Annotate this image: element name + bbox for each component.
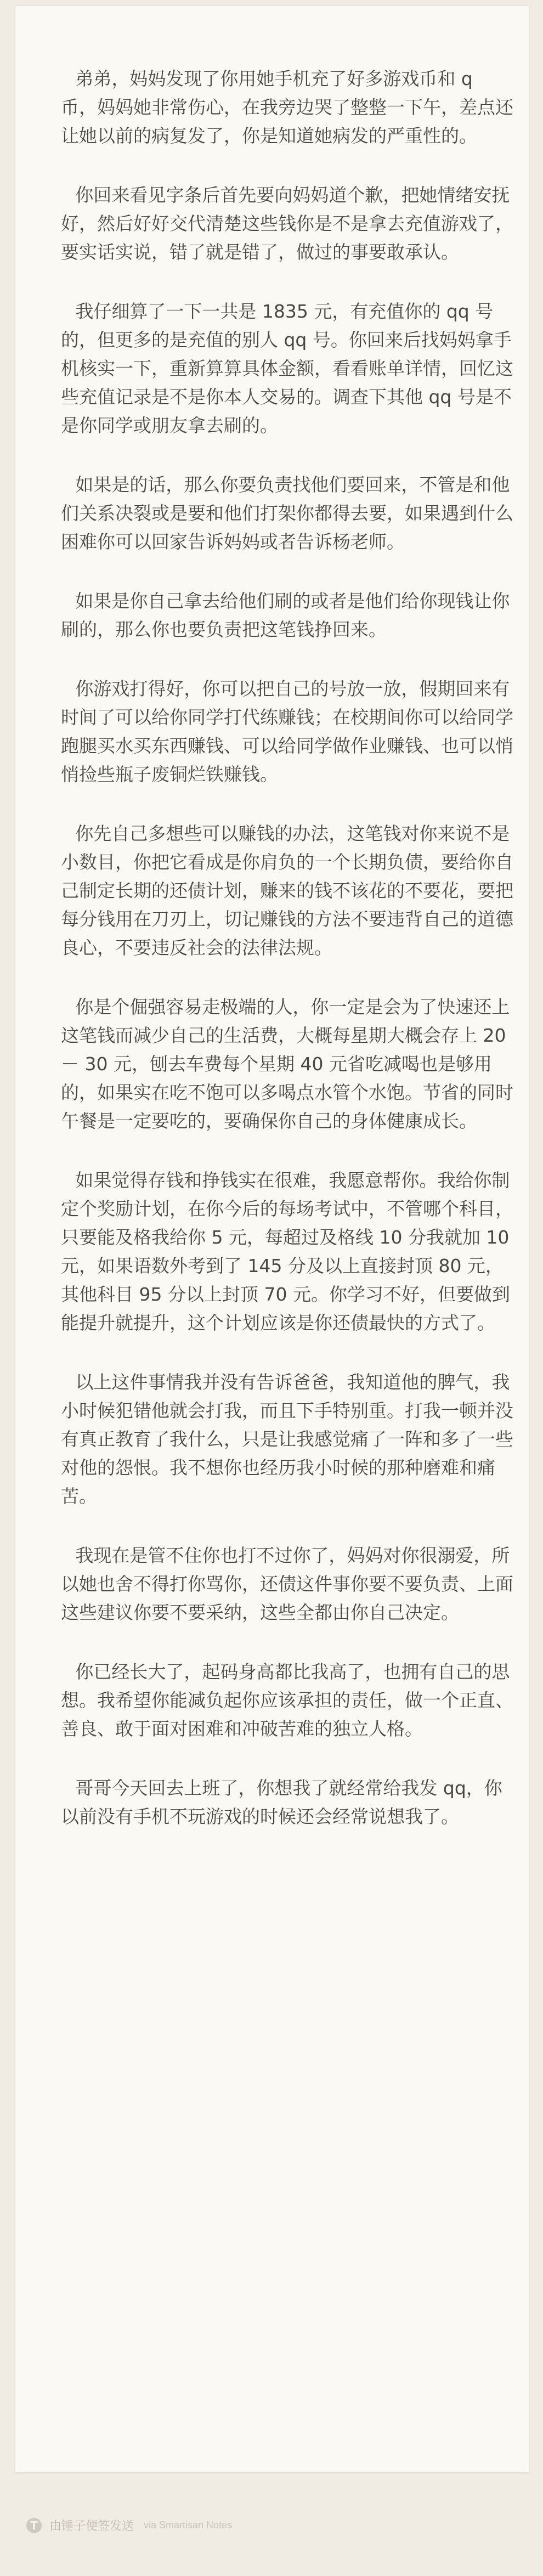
- note-paper: [15, 5, 529, 2473]
- smartisan-hammer-icon: T: [26, 2518, 42, 2533]
- paragraph-13: 哥哥今天回去上班了，你想我了就经常给我发 qq，你以前没有手机不玩游戏的时候还会经常说想我了。: [61, 1777, 502, 1827]
- paragraph-8: 你是个倔强容易走极端的人，你一定是会为了快速还上这笔钱而减少自己的生活费，大概每星期大概会存上 20 － 30 元，刨去车费每个星期 40 元省吃减喝也是够用的，如果实在吃不饱可以多喝点水管个水饱。节省的同时午餐是一定要吃的，要确保你自己的身体健康成长。: [61, 996, 513, 1132]
- note-footer: [26, 2517, 232, 2534]
- paragraph-1: 弟弟，妈妈发现了你用她手机充了好多游戏币和 q 币，妈妈她非常伤心，在我旁边哭了整整一下午，差点还让她以前的病复发了，你是知道她病发的严重性的。: [61, 68, 513, 146]
- paragraph-6: 你游戏打得好，你可以把自己的号放一放，假期回来有时间了可以给你同学打代练赚钱；在校期间你可以给同学跑腿买水买东西赚钱、可以给同学做作业赚钱、也可以悄悄捡些瓶子废铜烂铁赚钱。: [61, 678, 513, 785]
- paragraph-2: 你回来看见字条后首先要向妈妈道个歉，把她情绪安抚好，然后好好交代清楚这些钱你是不是拿去充值游戏了，要实话实说，错了就是错了，做过的事要敢承认。: [61, 184, 513, 263]
- paragraph-5: 如果是你自己拿去给他们刷的或者是他们给你现钱让你刷的，那么你也要负责把这笔钱挣回来。: [61, 590, 510, 640]
- paragraph-9: 如果觉得存钱和挣钱实在很难，我愿意帮你。我给你制定个奖励计划，在你今后的每场考试中，不管哪个科目，只要能及格我给你 5 元，每超过及格线 10 分我就加 10 元，如果语数外考到了 145 分及以上直接封顶 80 元，其他科目 95 分以上封顶 70 元。你学习不好，但要做到能提升就提升，这个计划应该是你还债最快的方式了。: [61, 1170, 513, 1334]
- paragraph-12: 你已经长大了，起码身高都比我高了，也拥有自己的思想。我希望你能减负起你应该承担的责任，做一个正直、善良、敢于面对困难和冲破苦难的独立人格。: [61, 1661, 513, 1739]
- footer-via-label: via Smartisan Notes: [144, 2519, 233, 2530]
- paragraph-11: 我现在是管不住你也打不过你了，妈妈对你很溺爱，所以她也舍不得打你骂你，还债这件事你要不要负责、上面这些建议你要不要采纳，这些全都由你自己决定。: [61, 1545, 513, 1623]
- paragraph-3: 我仔细算了一下一共是 1835 元，有充值你的 qq 号的，但更多的是充值的别人 qq 号。你回来后找妈妈拿手机核实一下，重新算算具体金额，看看账单详情，回忆这些充值记录是不是你本人交易的。调查下其他 qq 号是不是你同学或朋友拿去刷的。: [61, 301, 513, 436]
- note-body: [61, 65, 513, 1862]
- paragraph-10: 以上这件事情我并没有告诉爸爸，我知道他的脾气，我小时候犯错他就会打我，而且下手特别重。打我一顿并没有真正教育了我什么，只是让我感觉痛了一阵和多了一些对他的怨恨。我不想你也经历我小时候的那种磨难和痛苦。: [61, 1371, 513, 1507]
- paragraph-4: 如果是的话，那么你要负责找他们要回来，不管是和他们关系决裂或是要和他们打架你都得去要，如果遇到什么困难你可以回家告诉妈妈或者告诉杨老师。: [61, 474, 513, 552]
- paragraph-7: 你先自己多想些可以赚钱的办法，这笔钱对你来说不是小数目，你把它看成是你肩负的一个长期负债，要给你自己制定长期的还债计划，赚来的钱不该花的不要花，要把每分钱用在刀刃上，切记赚钱的方法不要违背自己的道德良心，不要违反社会的法律法规。: [61, 823, 513, 958]
- footer-sent-from: 由锤子便签发送: [49, 2519, 134, 2533]
